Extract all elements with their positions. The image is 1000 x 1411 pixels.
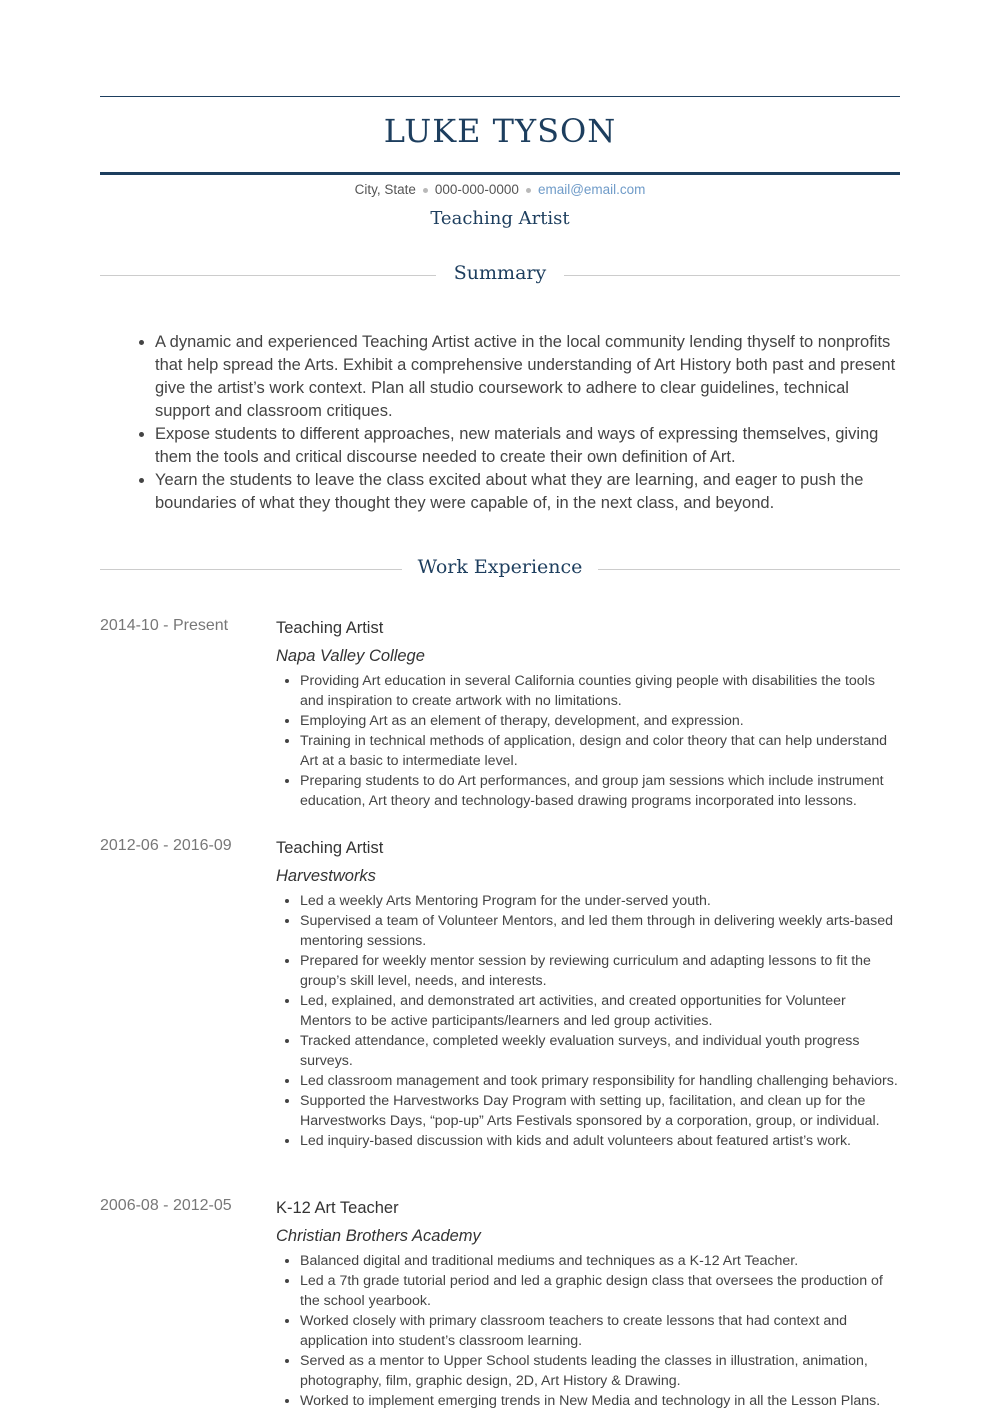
job-bullet: • Led inquiry-based discussion with kids and adult volunteers about featured artist’s work. (300, 1131, 900, 1151)
summary-heading: Summary (453, 262, 547, 284)
job-content (276, 837, 900, 1151)
summary-item: • Yearn the students to leave the class excited about what they are learning, and eager to push the boundaries of what they thought they were capable of, in the next class, and beyond. (155, 469, 900, 515)
job-bullet: • Served as a mentor to Upper School students leading the classes in illustration, animation, photography, film, graphic design, 2D, Art History & Drawing. (300, 1351, 900, 1391)
summary-section-header (100, 260, 900, 290)
job-dates: 2012-06 - 2016-09 (100, 837, 232, 854)
headline: Teaching Artist (430, 208, 570, 229)
divider (564, 275, 900, 276)
job-dates: 2014-10 - Present (100, 617, 229, 634)
job-title: K-12 Art Teacher (276, 1199, 399, 1217)
experience-section-header (100, 554, 900, 584)
job-bullet: • Employing Art as an element of therapy, development, and expression. (300, 711, 900, 731)
job-bullet: • Providing Art education in several California counties giving people with disabilities the tools and inspiration to create artwork with no limitations. (300, 671, 900, 711)
experience-heading: Work Experience (417, 556, 583, 578)
job-bullet: • Tracked attendance, completed weekly evaluation surveys, and individual youth progress surveys. (300, 1031, 900, 1071)
job-bullets (276, 891, 900, 1151)
job-bullet: • Supported the Harvestworks Day Program with setting up, facilitation, and clean up for the Harvestworks Days, “pop-up” Arts Festivals sponsored by a corporation, group, or individual. (300, 1091, 900, 1131)
header-bottom-rule (100, 172, 900, 175)
candidate-name: LUKE TYSON (383, 112, 617, 150)
email-link[interactable]: email@email.com (537, 182, 646, 197)
job-bullets (276, 671, 900, 811)
job-bullet: • Supervised a team of Volunteer Mentors, and led them through in delivering weekly arts-based mentoring sessions. (300, 911, 900, 951)
job-bullet: • Led classroom management and took primary responsibility for handling challenging behaviors. (300, 1071, 900, 1091)
job-bullet: • Balanced digital and traditional mediums and techniques as a K-12 Art Teacher. (300, 1251, 900, 1271)
job-bullet: • Preparing students to do Art performances, and group jam sessions which include instrument education, Art theory and technology-based drawing programs incorporated into lessons. (300, 771, 900, 811)
divider (598, 569, 900, 570)
job-bullets (276, 1251, 900, 1411)
job-bullet: • Worked closely with primary classroom teachers to create lessons that had context and application into student’s classroom learning. (300, 1311, 900, 1351)
job-company: Christian Brothers Academy (276, 1227, 481, 1245)
job-bullet: • Prepared for weekly mentor session by reviewing curriculum and adapting lessons to fit the group’s skill level, needs, and interests. (300, 951, 900, 991)
job-bullet: • Training in technical methods of application, design and color theory that can help understand Art at a basic to intermediate level. (300, 731, 900, 771)
summary-list (135, 331, 900, 515)
separator-dot-icon (526, 188, 531, 193)
job-bullet: • Worked to implement emerging trends in New Media and technology in all the Lesson Plans. (300, 1391, 900, 1411)
job-bullet: • Led a 7th grade tutorial period and led a graphic design class that oversees the production of the school yearbook. (300, 1271, 900, 1311)
job-content (276, 617, 900, 811)
job-dates: 2006-08 - 2012-05 (100, 1197, 232, 1214)
location: City, State (354, 182, 416, 197)
contact-line (100, 182, 900, 197)
job-title: Teaching Artist (276, 619, 384, 637)
job-title: Teaching Artist (276, 839, 384, 857)
job-bullet: • Led a weekly Arts Mentoring Program for the under-served youth. (300, 891, 900, 911)
job-company: Napa Valley College (276, 647, 425, 665)
summary-item: • A dynamic and experienced Teaching Artist active in the local community lending thyself to nonprofits that help spread the Arts. Exhibit a comprehensive understanding of Art History both past and present give the artist’s work context. Plan all studio coursework to adhere to clear guidelines, technical support and classroom critiques. (155, 331, 900, 423)
job-company: Harvestworks (276, 867, 376, 885)
phone: 000-000-0000 (434, 182, 519, 197)
summary-item: • Expose students to different approaches, new materials and ways of expressing themselves, giving them the tools and critical discourse needed to create their own definition of Art. (155, 423, 900, 469)
job-content (276, 1197, 900, 1411)
header-top-rule (100, 96, 900, 97)
separator-dot-icon (423, 188, 428, 193)
job-bullet: • Led, explained, and demonstrated art activities, and created opportunities for Volunteer Mentors to be active participants/learners and led group activities. (300, 991, 900, 1031)
